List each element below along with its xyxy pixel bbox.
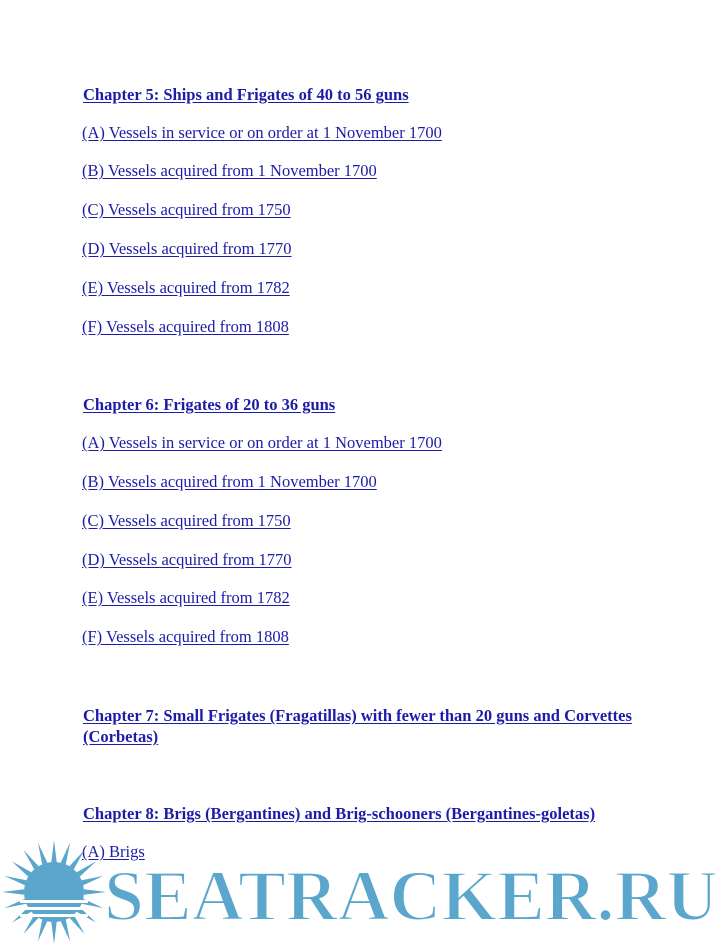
seatracker-watermark [0,838,727,945]
chapter-5-item-e[interactable]: (E) Vessels acquired from 1782 [82,278,290,297]
chapter-5-item-b[interactable]: (B) Vessels acquired from 1 November 1700 [82,161,377,180]
chapter-6-item-a[interactable]: (A) Vessels in service or on order at 1 November 1700 [82,433,442,452]
chapter-7-title[interactable]: Chapter 7: Small Frigates (Fragatillas) with fewer than 20 guns and Corvettes (Corbetas) [83,706,632,746]
watermark-text: SEATRACKER.RU [104,856,718,936]
chapter-5-item-f[interactable]: (F) Vessels acquired from 1808 [82,317,289,336]
chapter-6-item-b[interactable]: (B) Vessels acquired from 1 November 1700 [82,472,377,491]
chapter-5-item-d[interactable]: (D) Vessels acquired from 1770 [82,239,292,258]
chapter-6-item-f[interactable]: (F) Vessels acquired from 1808 [82,627,289,646]
chapter-5-item-a[interactable]: (A) Vessels in service or on order at 1 November 1700 [82,123,442,142]
chapter-5-title[interactable]: Chapter 5: Ships and Frigates of 40 to 56 guns [83,85,409,104]
sun-logo-icon [2,840,106,944]
chapter-6-item-d[interactable]: (D) Vessels acquired from 1770 [82,550,292,569]
chapter-6-title[interactable]: Chapter 6: Frigates of 20 to 36 guns [83,395,336,414]
chapter-8-item-a[interactable]: (A) Brigs [82,842,145,861]
chapter-8-title[interactable]: Chapter 8: Brigs (Bergantines) and Brig-schooners (Bergantines-goletas) [83,804,596,823]
chapter-5-item-c[interactable]: (C) Vessels acquired from 1750 [82,200,291,219]
chapter-6-item-e[interactable]: (E) Vessels acquired from 1782 [82,588,290,607]
chapter-6-item-c[interactable]: (C) Vessels acquired from 1750 [82,511,291,530]
